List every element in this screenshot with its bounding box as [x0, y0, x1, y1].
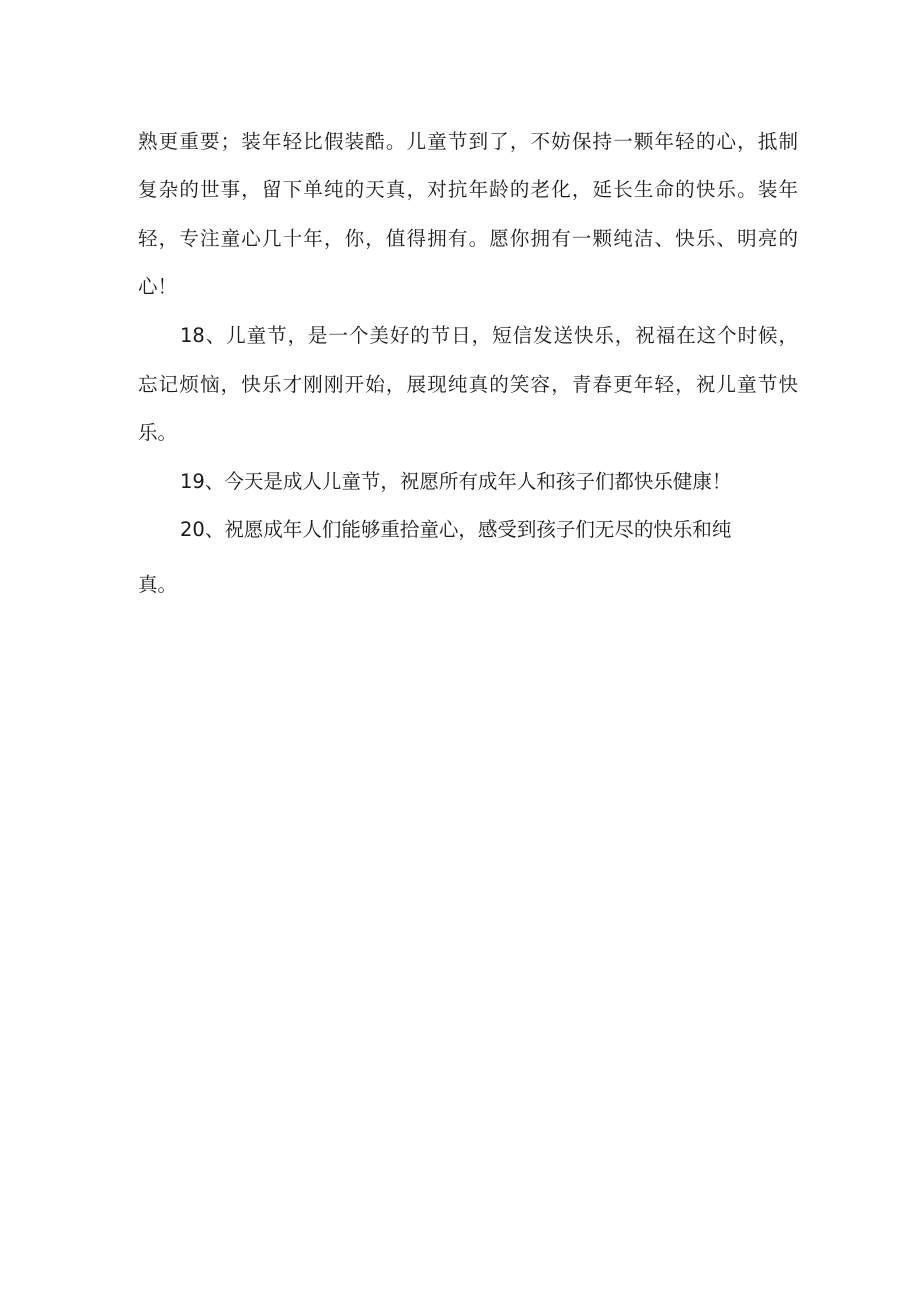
text-line: 轻，专注童心几十年，你，值得拥有。愿你拥有一颗纯洁、快乐、明亮的: [138, 227, 798, 250]
text-line: 19、今天是成人儿童节，祝愿所有成年人和孩子们都快乐健康！: [180, 470, 732, 493]
text-line: 熟更重要；装年轻比假装酷。儿童节到了，不妨保持一颗年轻的心，抵制: [138, 130, 798, 153]
text-line: 18、儿童节，是一个美好的节日，短信发送快乐，祝福在这个时候，: [180, 324, 798, 347]
text-line: 真。: [138, 573, 178, 596]
text-line: 复杂的世事，留下单纯的天真，对抗年龄的老化，延长生命的快乐。装年: [138, 178, 798, 201]
text-line: 忘记烦恼，快乐才刚刚开始，展现纯真的笑容，青春更年轻，祝儿童节快: [138, 373, 798, 396]
text-line: 20、祝愿成年人们能够重拾童心，感受到孩子们无尽的快乐和纯: [180, 518, 732, 541]
text-line: 乐。: [138, 421, 178, 444]
text-line: 心！: [138, 275, 178, 298]
